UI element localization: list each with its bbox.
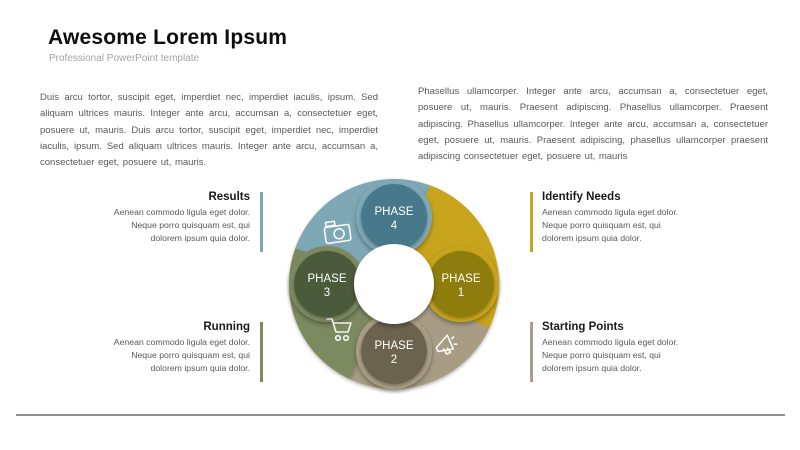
callout-body: Aenean commodo ligula eget dolor. Neque porro quisquam est, qui dolorem ipsum quia dolor. [542,337,679,374]
callout-identify-needs [542,191,694,245]
svg-text:PHASE: PHASE [441,273,481,285]
accent-line-identify-needs [530,192,533,252]
callout-title: Starting Points [542,321,624,333]
accent-line-results [260,192,263,252]
svg-text:PHASE: PHASE [374,340,414,352]
phase-cycle-diagram [284,174,504,394]
intro-paragraph-left: Duis arcu tortor, suscipit eget, imperdiet nec, imperdiet iaculis, ipsum. Sed aliquam ultrices mauris. Integer ante arcu, accumsan a, consectetuer eget, posuere ut, mauris. Duis arcu tortor, suscipit eget, imperdiet nec, imperdiet iaculis, ipsum. Sed aliquam ultrices mauris. Integer ante arcu, accumsan a, consectetuer eget, posuere ut, mauris. [40,92,378,169]
slide-subtitle: Professional PowerPoint template [49,53,200,64]
phase-2-node [361,318,427,384]
slide-title: Awesome Lorem Ipsum [48,26,288,49]
callout-results [98,191,250,245]
callout-title: Identify Needs [542,191,621,203]
phase-1-node [428,251,494,317]
svg-text:PHASE: PHASE [374,206,414,218]
svg-text:PHASE: PHASE [307,273,347,285]
callout-running [98,321,250,375]
phase-3-node [294,251,360,317]
callout-starting-points [542,321,694,375]
callout-body: Aenean commodo ligula eget dolor. Neque porro quisquam est, qui dolorem ipsum quia dolor. [542,207,679,244]
callout-title: Running [203,321,250,333]
svg-text:3: 3 [323,287,331,299]
svg-text:4: 4 [390,220,398,232]
accent-line-running [260,322,263,382]
svg-text:2: 2 [390,354,398,366]
svg-text:1: 1 [457,287,465,299]
diagram-center-circle [354,244,434,324]
callout-body: Aenean commodo ligula eget dolor. Neque porro quisquam est, qui dolorem ipsum quia dolor. [113,337,250,374]
phase-4-node [361,184,427,250]
callout-body: Aenean commodo ligula eget dolor. Neque porro quisquam est, qui dolorem ipsum quia dolor. [113,207,250,244]
accent-line-starting-points [530,322,533,382]
footer-divider [16,414,785,416]
callout-title: Results [208,191,250,203]
intro-paragraph-right: Phasellus ullamcorper. Integer ante arcu, accumsan a, consectetuer eget, posuere ut, mauris. Praesent adipiscing. Phasellus ullamcorper. Praesent adipiscing. Phasellus ullamcorper. Integer ante arcu, accumsan a, consectetuer eget, posuere ut, mauris. Praesent adipiscing, phasellus ullamcorper praesent adipiscing consectetuer eget, posuere ut, mauris [418,86,768,163]
